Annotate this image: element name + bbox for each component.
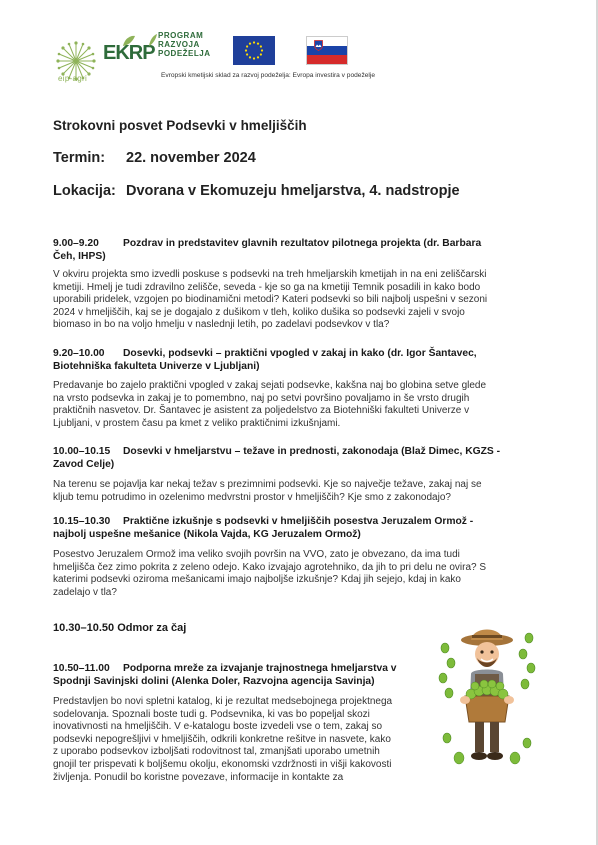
termin-label: Termin: [53, 150, 106, 166]
agenda-item-head: 10.50–11.00 Podporna mreže za izvajanje trajnostnega hmeljarstva v Spodnji Savinjski dolini (Alenka Doler, Razvojna agencija Savinja) [53, 663, 397, 687]
agenda-time: 9.20–10.00 [53, 348, 105, 359]
ekrp-leaf-icon [121, 34, 137, 48]
agenda-item-head: 9.20–10.00 Dosevki, podsevki – praktični vpogled v zakaj in kako (dr. Igor Šantavec, Biotehniška fakulteta Univerze v Ljubljani) [53, 348, 477, 372]
agenda-item-head: 9.00–9.20 Pozdrav in predstavitev glavnih rezultatov pilotnega projekta (dr. Barbara Čeh, IHPS) [53, 238, 482, 262]
agenda-item-text: Predavanje bo zajelo praktični vpogled v zakaj sejati podsevke, kakšna naj bo globina setve glede na vrsto podsevka in zakaj je to pomembno, naj po setvi površino povaljamo in še vrsto drugih praktičnih nasvetov. Dr. Šantavec je asistent za poljedelstvo za Biotehniški fakulteti Univerze v Ljubljani, v prostem času pa kmet z veliko praktičnimi izkušnjami. [53, 380, 487, 429]
agenda-time: 10.15–10.30 [53, 516, 111, 527]
lokacija-value: Dvorana v Ekomuzeju hmeljarstva, 4. nadstropje [126, 183, 460, 199]
agenda-time: 10.00–10.15 [53, 446, 111, 457]
program-razvoja-podezelja: PROGRAM RAZVOJA PODEŽELJA [158, 31, 211, 58]
eip-agri-label: eip-agri [58, 74, 88, 83]
agenda-item-text: V okviru projekta smo izvedli poskuse s podsevki na treh hmeljarskih kmetijah in na eni zeliščarski kmetiji. Hmelj je tudi zdravilno zelišče, seveda - kje so ga na kmetiji Temnik posadili in kako bodo uporabili pridelek, vzgojen po biodinamični metodi? Kateri podsevki so bili najbolj uspešni v sezoni 2024 v hmeljiščih, kaj se je dogajalo z dušikom v tleh, koliko dušika so podsevki zajeli v svojo biomaso in bo na voljo hmelju v naslednji letih, po zadelavi podsevkov v tla? [53, 269, 488, 331]
agenda-item-head: 10.15–10.30 Praktične izkušnje s podsevki v hmeljiščih posestva Jeruzalem Ormož - najbolj uspešne mešanice (Nikola Vajda, KG Jeruzalem Ormož) [53, 516, 474, 540]
slovenia-flag [306, 36, 348, 65]
agenda-item-head: 10.00–10.15 Dosevki v hmeljarstvu – težave in prednosti, zakonodaja (Blaž Dimec, KGZS - Zavod Celje) [53, 446, 501, 470]
program-leaf-icon [148, 33, 158, 47]
ekrp-label: EKRP [103, 42, 155, 64]
agenda-time: 9.00–9.20 [53, 238, 99, 249]
agenda-time: 10.50–11.00 [53, 663, 110, 674]
termin-value: 22. november 2024 [126, 150, 256, 166]
break-head [53, 622, 186, 634]
agenda-item-text: Na terenu se pojavlja kar nekaj težav s prezimnimi podsevki. Kje so največje težave, zakaj naj se kljub temu potrudimo in ozelenimo medvrstni prostor v hmeljiščih? Kje smo z zakonodajo? [53, 479, 482, 503]
slovenia-coat-of-arms-icon [314, 40, 323, 51]
lokacija-label: Lokacija: [53, 183, 116, 199]
agenda-item-text: Predstavljen bo novi spletni katalog, ki je rezultat medsebojnega projektnega sodelovanja. Spoznali boste tudi g. Podsevnika, ki vas bo popeljal skozi inovativnosti na hmeljiščih. V e-katalogu boste izvedeli vse o tem, zakaj so podsevki nepogrešljivi v hmeljiščih, odkrili konkretne rešitve in nasvete, kako z uporabo podsevkov izboljšati rodovitnost tal, zmanjšati uporabo umetnih gnojil ter prispevati k boljšemu okolju, ekonomski vzdržnosti in višji kakovosti življenja. Ponudil bo koristne povezave, informacije in kontakte za [53, 696, 393, 783]
agenda-item-text: Posestvo Jeruzalem Ormož ima veliko svojih površin na VVO, zato je obvezano, da ima tudi hmeljišča čez zimo pokrita z zeleno odejo. Kako izvajajo agrotehniko, da jih to pri delu ne ovira? S katerimi podsevki oziroma mešanicami imajo najboljše izkušnje? Kdaj jih sejejo, kdaj in kako zadelajo v tla? [53, 549, 487, 598]
termin-row [53, 150, 256, 166]
fund-text: Evropski kmetijski sklad za razvoj podeželja: Evropa investira v podeželje [161, 72, 376, 79]
eu-flag [233, 36, 275, 65]
page-title: Strokovni posvet Podsevki v hmeljiščih [53, 118, 307, 133]
farmer-with-hops-illustration [437, 618, 537, 768]
break-label: Odmor za čaj [117, 622, 187, 634]
lokacija-row [53, 183, 460, 199]
break-time: 10.30–10.50 [53, 622, 115, 634]
